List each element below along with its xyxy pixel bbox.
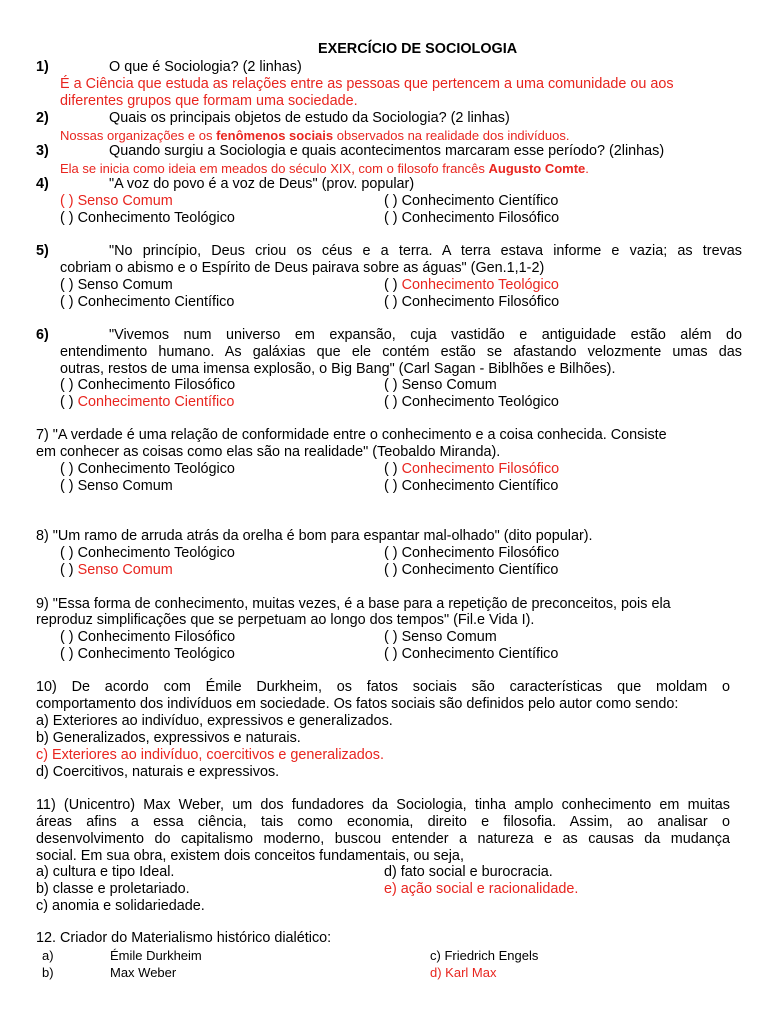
q8-option-cientifico[interactable]: ( ) Conhecimento Científico [384,562,559,578]
q11-text-line4: social. Em sua obra, existem dois conceitos fundamentais, ou seja, [36,848,464,864]
q3-answer-a: Ela se inicia como ideia em meados do século XIX, com o filosofo francês [60,161,489,176]
page-title: EXERCÍCIO DE SOCIOLOGIA [318,41,518,57]
q6-option-cientifico-box: ( ) [60,394,78,410]
q12-text-line1: 12. Criador do Materialismo histórico dialético: [36,930,332,946]
q6-option-filosofico[interactable]: ( ) Conhecimento Filosófico [60,377,236,393]
q9-text-line1: 9) "Essa forma de conhecimento, muitas vezes, é a base para a repetição de preconceitos, pois ela [36,596,671,612]
q9-option-cientifico[interactable]: ( ) Conhecimento Científico [384,646,559,662]
q5-option-teologico-box: ( ) [384,277,402,293]
q8-option-teologico[interactable]: ( ) Conhecimento Teológico [60,545,235,561]
q12-option-b[interactable]: Max Weber [110,965,177,980]
q9-text-line2: reproduz simplificações que se perpetuam ao longo dos tempos" (Fil.e Vida I). [36,612,535,628]
q8-text-line1: 8) "Um ramo de arruda atrás da orelha é bom para espantar mal-olhado" (dito popular). [36,528,593,544]
q12-option-a[interactable]: Émile Durkheim [110,948,202,963]
q7-text-line1: 7) "A verdade é uma relação de conformidade entre o conhecimento e a coisa conhecida. Consiste [36,427,667,443]
q3-answer-c: . [585,161,589,176]
q9-option-filosofico[interactable]: ( ) Conhecimento Filosófico [60,629,236,645]
q5-option-teologico-label: Conhecimento Teológico [401,277,559,293]
q4-option-senso-comum[interactable]: ( ) Senso Comum [60,193,173,209]
q10-option-c[interactable]: c) Exteriores ao indivíduo, coercitivos e generalizados. [36,747,384,763]
q5-option-filosofico[interactable]: ( ) Conhecimento Filosófico [384,294,560,310]
q10-text-line1: 10) De acordo com Émile Durkheim, os fatos sociais são características que moldam o [36,679,730,695]
q2-number: 2) [36,110,49,126]
q1-answer-line1: É a Ciência que estuda as relações entre as pessoas que pertencem a uma comunidade ou aos [60,76,674,92]
q7-option-filosofico-box: ( ) [384,461,402,477]
q12-option-a-label: a) [42,948,54,963]
q2-answer-bold: fenômenos sociais [216,128,334,143]
q5-text-line1: "No princípio, Deus criou os céus e a terra. A terra estava informe e vazia; as trevas [109,243,742,259]
q10-option-b[interactable]: b) Generalizados, expressivos e naturais. [36,730,301,746]
q8-option-senso-comum[interactable] [60,562,173,579]
q10-option-a[interactable]: a) Exteriores ao indivíduo, expressivos e generalizados. [36,713,393,729]
q6-option-cientifico-label: Conhecimento Científico [77,394,235,410]
q1-answer-line2: diferentes grupos que formam uma sociedade. [60,93,358,109]
q4-question: "A voz do povo é a voz de Deus" (prov. popular) [109,176,415,192]
q3-number: 3) [36,143,49,159]
q7-option-filosofico[interactable] [384,461,559,478]
q5-number: 5) [36,243,49,259]
q7-option-teologico[interactable]: ( ) Conhecimento Teológico [60,461,235,477]
q4-option-cientifico[interactable]: ( ) Conhecimento Científico [384,193,559,209]
q12-option-b-label: b) [42,965,54,980]
q7-text-line2: em conhecer as coisas como elas são na realidade" (Teobaldo Miranda). [36,444,501,460]
q2-answer [60,127,569,144]
q2-answer-c: observados na realidade dos indivíduos. [333,128,570,143]
q2-answer-a: Nossas organizações e os [60,128,217,143]
q11-text-line3: desenvolvimento do capitalismo moderno, buscou entender a natureza e as causas da mudança [36,831,730,847]
q5-text-line2: cobriam o abismo e o Espírito de Deus pairava sobre as águas" (Gen.1,1-2) [60,260,545,276]
q8-option-filosofico[interactable]: ( ) Conhecimento Filosófico [384,545,560,561]
q11-option-a[interactable]: a) cultura e tipo Ideal. [36,864,175,880]
q4-option-filosofico[interactable]: ( ) Conhecimento Filosófico [384,210,560,226]
q8-option-senso-comum-label: Senso Comum [77,562,173,578]
q3-question: Quando surgiu a Sociologia e quais acontecimentos marcaram esse período? (2linhas) [109,143,665,159]
q9-option-senso-comum[interactable]: ( ) Senso Comum [384,629,497,645]
q11-text-line1: 11) (Unicentro) Max Weber, um dos fundadores da Sociologia, tinha amplo conhecimento em muitas [36,797,730,813]
q5-option-senso-comum[interactable]: ( ) Senso Comum [60,277,173,293]
q3-answer-bold: Augusto Comte [488,161,586,176]
q11-option-d[interactable]: d) fato social e burocracia. [384,864,553,880]
q10-text-line2: comportamento dos indivíduos em sociedade. Os fatos sociais são definidos pelo autor como sendo: [36,696,679,712]
q11-text-line2: áreas afins a essa ciência, tais como economia, direito e filosofia. Assim, ao analisar o [36,814,730,830]
q6-option-cientifico[interactable] [60,394,234,411]
q6-number: 6) [36,327,49,343]
q12-option-c[interactable]: c) Friedrich Engels [430,948,539,963]
q6-option-senso-comum[interactable]: ( ) Senso Comum [384,377,497,393]
q9-option-teologico[interactable]: ( ) Conhecimento Teológico [60,646,235,662]
q1-number: 1) [36,59,49,75]
q10-option-d[interactable]: d) Coercitivos, naturais e expressivos. [36,764,280,780]
q7-option-filosofico-label: Conhecimento Filosófico [401,461,560,477]
q2-question: Quais os principais objetos de estudo da Sociologia? (2 linhas) [109,110,510,126]
q6-text-line3: outras, restos de uma imensa explosão, o Big Bang" (Carl Sagan - Biblhões e Bilhões). [60,361,616,377]
q7-option-senso-comum[interactable]: ( ) Senso Comum [60,478,173,494]
q7-option-cientifico[interactable]: ( ) Conhecimento Científico [384,478,559,494]
q11-option-b[interactable]: b) classe e proletariado. [36,881,190,897]
q8-option-senso-comum-box: ( ) [60,562,78,578]
q6-text-line1: "Vivemos num universo em expansão, cuja vastidão e antiguidade estão além do [109,327,742,343]
q4-number: 4) [36,176,49,192]
q6-option-teologico[interactable]: ( ) Conhecimento Teológico [384,394,559,410]
q4-option-teologico[interactable]: ( ) Conhecimento Teológico [60,210,235,226]
q11-option-e[interactable]: e) ação social e racionalidade. [384,881,579,897]
q3-answer [60,160,589,177]
q1-question: O que é Sociologia? (2 linhas) [109,59,302,75]
q5-option-cientifico[interactable]: ( ) Conhecimento Científico [60,294,235,310]
q12-option-d[interactable]: d) Karl Max [430,965,497,980]
q6-text-line2: entendimento humano. As galáxias que ele contém estão se afastando velozmente umas das [60,344,742,360]
q11-option-c[interactable]: c) anomia e solidariedade. [36,898,205,914]
q5-option-teologico[interactable] [384,277,559,294]
